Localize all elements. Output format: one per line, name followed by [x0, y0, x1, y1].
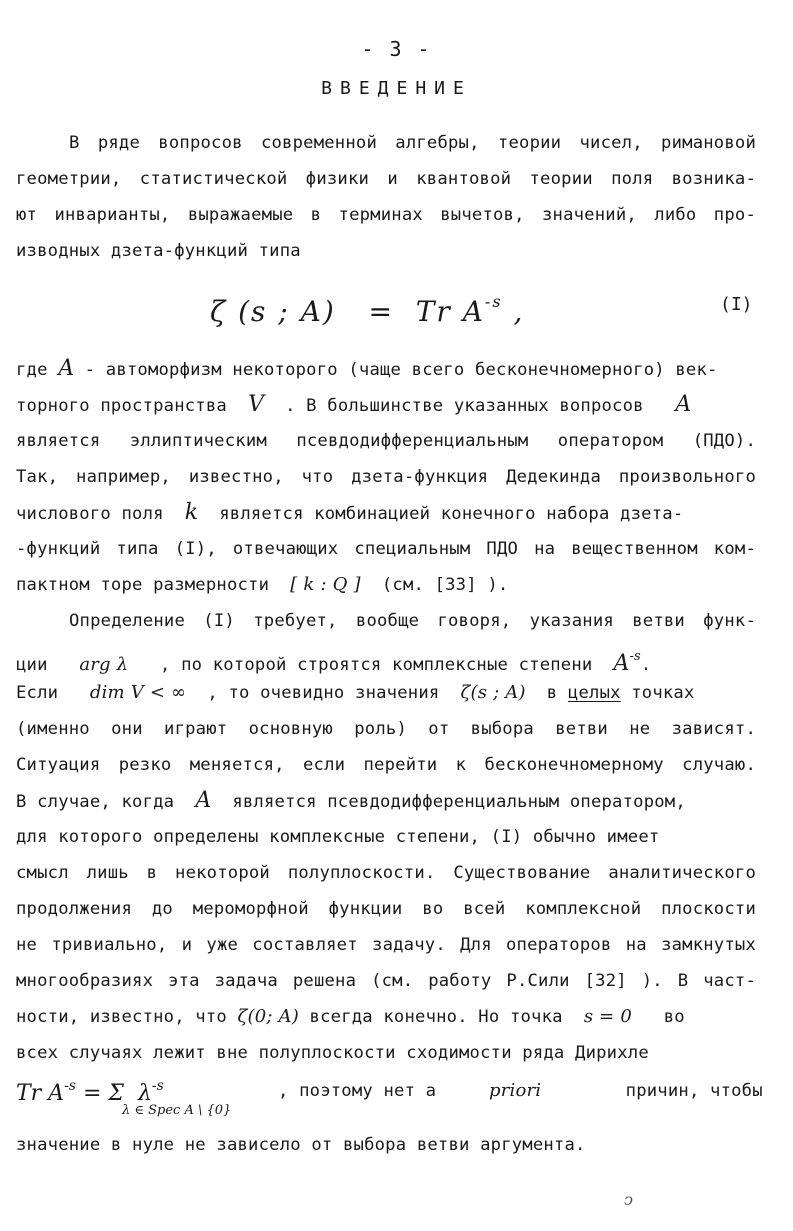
- math-priori: priori: [488, 1080, 542, 1101]
- para2-l12-c: во: [663, 1007, 685, 1027]
- para2-line-15: значение в нуле не зависело от выбора ветви аргумента.: [16, 1135, 586, 1155]
- para2-l3-a: Если: [16, 683, 59, 703]
- para2-l6-a: В случае, когда: [16, 792, 175, 812]
- math-var-A-3: A: [613, 651, 630, 676]
- para1-l2-b: . В большинстве указанных вопросов: [285, 396, 644, 416]
- para1-line-6: -функций типа (I), отвечающих специальным ПДО на вещественном ком-: [16, 539, 756, 559]
- para2-l3-b: , то очевидно значения: [207, 683, 440, 703]
- sum-subscript: λ ∈ Spec A \ {0}: [122, 1103, 232, 1118]
- math-var-A-4: A: [195, 788, 212, 813]
- formula-lhs: ζ (s ; A): [210, 295, 336, 328]
- para1-l7-b: (см. [33] ).: [381, 575, 509, 595]
- para2-line-10: не тривиально, и уже составляет задачу. Для операторов на замкнутых: [16, 935, 756, 955]
- sum-rhs-exponent: -s: [151, 1078, 164, 1094]
- formula-exponent: -s: [484, 292, 503, 311]
- dirichlet-series: [16, 1078, 164, 1106]
- math-exponent: -s: [629, 649, 641, 664]
- math-s-zero: s = 0: [583, 1006, 633, 1027]
- intro-line-1: В ряде вопросов современной алгебры, теории чисел, римановой: [69, 133, 756, 153]
- para2-l3-d: точках: [631, 683, 695, 703]
- page-number: - 3 -: [361, 37, 432, 61]
- equation-number: (I): [720, 294, 753, 315]
- intro-line-4: изводных дзета-функций типа: [16, 241, 301, 261]
- sum-rhs: = Σ λ: [83, 1081, 152, 1106]
- section-heading: ВВЕДЕНИЕ: [321, 78, 472, 99]
- math-dim: dim V < ∞: [89, 682, 187, 703]
- para2-line-14: [278, 1080, 763, 1102]
- math-var-k: k: [184, 500, 199, 525]
- math-arg: arg λ: [79, 654, 129, 675]
- math-var-A-2: A: [675, 392, 692, 417]
- para1-l5-b: является комбинацией конечного набора дзета-: [219, 504, 684, 524]
- para2-line-7: для которого определены комплексные степени, (I) обычно имеет: [16, 827, 660, 847]
- para1-line-2: [16, 394, 756, 417]
- para2-line-12: [16, 1006, 756, 1028]
- para2-line-1: Определение (I) требует, вообще говоря, указания ветви функ-: [69, 611, 756, 631]
- para1-l5-a: числового поля: [16, 504, 164, 524]
- para1-line-1: [16, 358, 756, 381]
- para1-line-4: Так, например, известно, что дзета-функция Дедекинда произвольного: [16, 467, 756, 487]
- para2-l14-a: , поэтому нет а: [278, 1081, 437, 1101]
- para2-line-8: смысл лишь в некоторой полуплоскости. Существование аналитического: [16, 863, 756, 883]
- math-degree: [ k : Q ]: [290, 574, 361, 595]
- para2-line-3: [16, 682, 756, 704]
- formula-zeta: [210, 292, 524, 328]
- underlined-word: целых: [567, 683, 621, 703]
- para2-line-5: Ситуация резко меняется, если перейти к бесконечномерному случаю.: [16, 755, 756, 775]
- para1-line-3: является эллиптическим псевдодифференциальным оператором (ПДО).: [16, 431, 756, 451]
- para2-l14-b: причин, чтобы: [625, 1081, 763, 1101]
- para2-l12-a: ности, известно, что: [16, 1007, 227, 1027]
- para2-line-4: (именно они играют основную роль) от выбора ветви не зависят.: [16, 719, 756, 739]
- para1-line-5: [16, 502, 756, 525]
- para1-l1-b: - автоморфизм некоторого (чаще всего бесконечномерного) век-: [84, 360, 718, 380]
- intro-line-2: геометрии, статистической физики и квантовой теории поля возника-: [16, 169, 756, 189]
- para2-line-6: [16, 790, 756, 813]
- para2-l3-c: в: [546, 683, 558, 703]
- para1-l7-a: пактном торе размерности: [16, 575, 270, 595]
- para1-l2-a: торного пространства: [16, 396, 227, 416]
- para2-line-9: продолжения до мероморфной функции во всей комплексной плоскости: [16, 899, 756, 919]
- para2-l2-c: .: [640, 655, 652, 675]
- para1-line-7: [16, 574, 756, 596]
- formula-eq: =: [368, 295, 394, 328]
- formula-comma: ,: [513, 295, 525, 328]
- para2-l12-b: всегда конечно. Но точка: [309, 1007, 563, 1027]
- para2-l2-a: ции: [16, 655, 48, 675]
- para1-l1-a: где: [16, 360, 48, 380]
- para2-line-13: всех случаях лежит вне полуплоскости сходимости ряда Дирихле: [16, 1043, 649, 1063]
- math-var-V: V: [248, 392, 264, 417]
- para2-line-2: [16, 646, 756, 676]
- math-var-A: A: [58, 356, 75, 381]
- math-zeta: ζ(s ; A): [460, 682, 526, 703]
- para2-l6-b: является псевдодифференциальным оператором,: [232, 792, 686, 812]
- para2-l2-b: , по которой строятся комплексные степени: [159, 655, 593, 675]
- intro-line-3: ют инварианты, выражаемые в терминах вычетов, значений, либо про-: [16, 205, 756, 225]
- para2-line-11: многообразиях эта задача решена (см. работу Р.Сили [32] ). В част-: [16, 971, 756, 991]
- formula-rhs: Tr A: [415, 295, 485, 328]
- sum-lhs: Tr A: [16, 1081, 65, 1106]
- margin-mark: ↄ: [624, 1190, 633, 1209]
- sum-lhs-exponent: -s: [64, 1078, 76, 1094]
- math-zeta-zero: ζ(0; A): [237, 1006, 299, 1027]
